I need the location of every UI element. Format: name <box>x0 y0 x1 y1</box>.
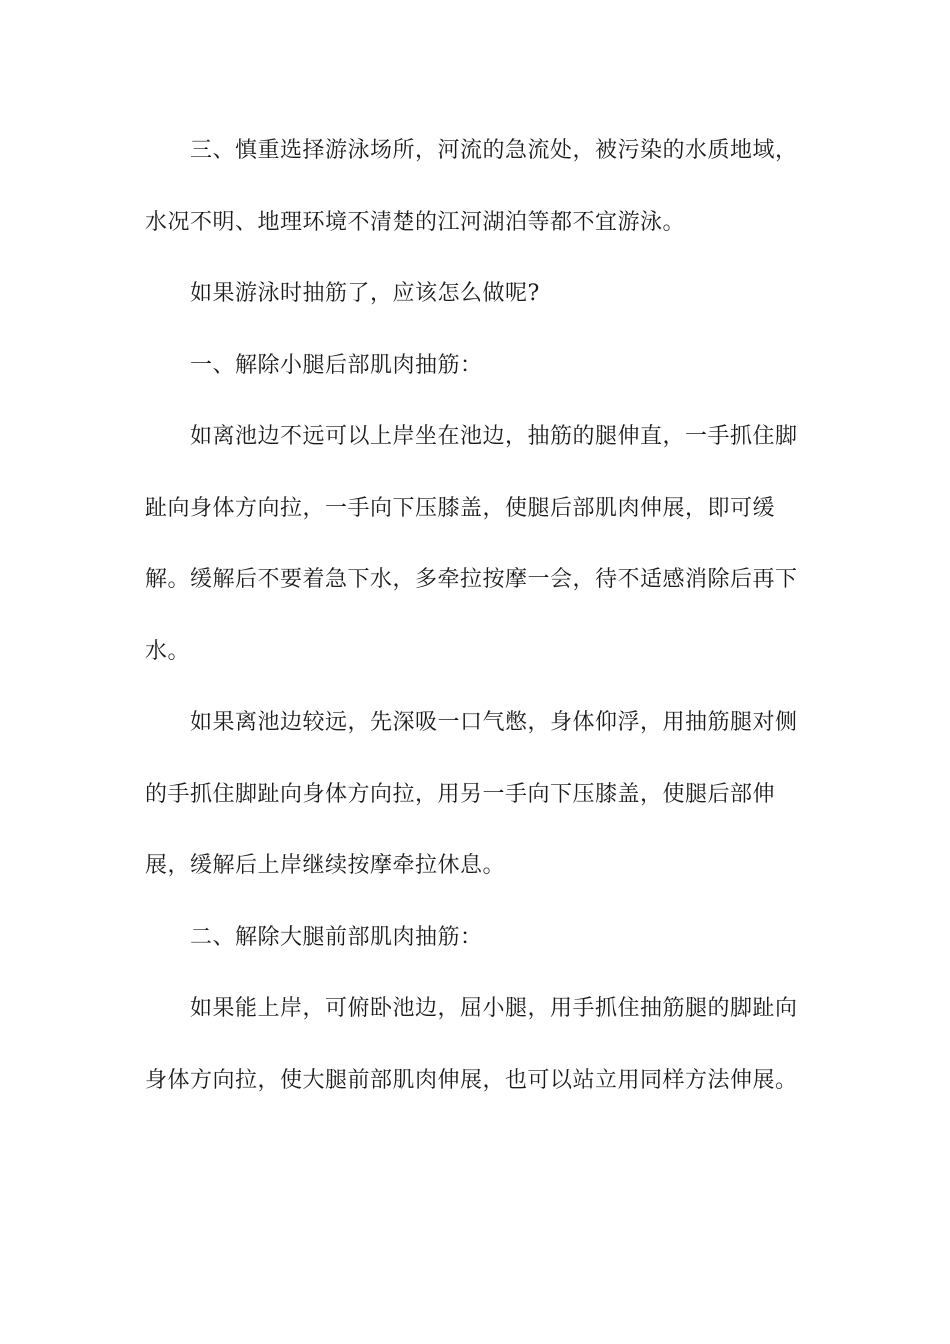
paragraph-line: 如果能上岸，可俯卧池边，屈小腿，用手抓住抽筋腿的脚趾向 <box>190 996 798 1021</box>
paragraph-line: 如果游泳时抽筋了，应该怎么做呢? <box>190 281 540 306</box>
paragraph-line: 解。缓解后不要着急下水，多牵拉按摩一会，待不适感消除后再下 <box>145 567 798 592</box>
paragraph-line: 如离池边不远可以上岸坐在池边，抽筋的腿伸直，一手抓住脚 <box>190 424 798 449</box>
paragraph-line: 趾向身体方向拉，一手向下压膝盖，使腿后部肌肉伸展，即可缓 <box>145 495 776 521</box>
section-heading: 二、解除大腿前部肌肉抽筋： <box>190 924 483 950</box>
paragraph-line: 如果离池边较远，先深吸一口气憋，身体仰浮，用抽筋腿对侧 <box>190 710 798 735</box>
paragraph-line: 展，缓解后上岸继续按摩牵拉休息。 <box>145 853 506 878</box>
paragraph-line: 水况不明、地理环境不清楚的江河湖泊等都不宜游泳。 <box>145 209 686 235</box>
paragraph-line: 水。 <box>145 638 191 664</box>
paragraph-line: 三、慎重选择游泳场所，河流的急流处，被污染的水质地域， <box>190 138 798 163</box>
section-heading: 一、解除小腿后部肌肉抽筋： <box>190 352 483 378</box>
document-body <box>145 114 798 1115</box>
paragraph-line: 身体方向拉，使大腿前部肌肉伸展，也可以站立用同样方法伸展。 <box>145 1067 798 1093</box>
paragraph-line: 的手抓住脚趾向身体方向拉，用另一手向下压膝盖，使腿后部伸 <box>145 781 776 807</box>
